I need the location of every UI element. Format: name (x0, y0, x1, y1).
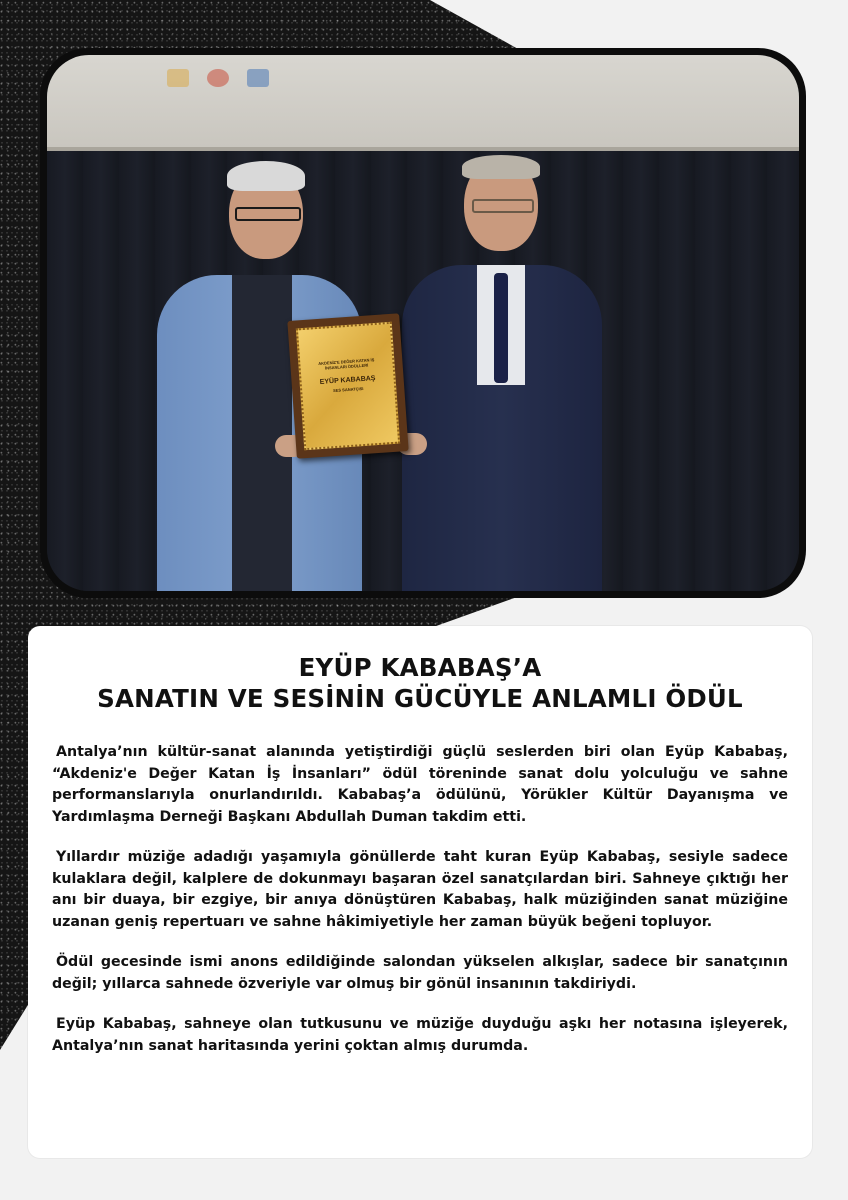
browser-icon (207, 69, 229, 87)
app-icon (247, 69, 269, 87)
paragraph: Antalya’nın kültür-sanat alanında yetiştirdiği güçlü seslerden biri olan Eyüp Kababaş, “Akdeniz'e Değer Katan İş İnsanları” ödül töreninde sanat dolu yolculuğu ve sahne performanslarıyla onurlandırıldı. Kababaş’a ödülünü, Yörükler Kültür Dayanışma ve Yardımlaşma Derneği Başkanı Abdullah Duman takdim etti. (52, 744, 788, 825)
hair-right (462, 155, 540, 179)
article-headline (28, 652, 812, 714)
glasses-left (235, 207, 301, 221)
person-right (392, 155, 612, 591)
plaque-title: AKDENİZ'E DEĞER KATAN İŞ İNSANLARI ÖDÜLLERİ (318, 357, 375, 371)
plaque-role: SES SANATÇISI (332, 385, 364, 394)
glasses-right (472, 199, 534, 213)
award-ceremony-photo (47, 55, 799, 591)
plaque-gold-face (296, 322, 400, 450)
necktie (494, 273, 508, 383)
paragraph: Ödül gecesinde ismi anons edildiğinde salondan yükselen alkışlar, sadece bir sanatçının değil; yıllarca sahnede özveriyle var olmuş bir gönül insanının takdiriydi. (52, 954, 788, 992)
award-plaque (287, 313, 408, 458)
headline-line-2: SANATIN VE SESİNİN GÜCÜYLE ANLAMLI ÖDÜL (97, 684, 743, 713)
plaque-name: EYÜP KABABAŞ (319, 375, 376, 386)
projector-screen (47, 55, 799, 151)
headline-line-1: EYÜP KABABAŞ’A (298, 653, 542, 682)
paragraph: Yıllardır müziğe adadığı yaşamıyla gönüllerde taht kuran Eyüp Kababaş, sesiyle sadece kulaklara değil, kalplere de dokunmayı başaran özel sanatçılardan biri. Sahneye çıktığı her anı bir duaya, bir ezgiye, bir anıya dönüştüren Kababaş, halk müziğinden sanat müziğine uzanan geniş repertuarı ve sahne hâkimiyetiyle her zaman büyük beğeni topluyor. (52, 849, 788, 930)
hair-left (227, 161, 305, 191)
award-photo-frame (40, 48, 806, 598)
article-body (52, 742, 788, 1076)
paragraph: Eyüp Kababaş, sahneye olan tutkusunu ve müziğe duyduğu aşkı her notasına işleyerek, Antalya’nın sanat haritasında yerini çoktan almış durumda. (52, 1016, 788, 1054)
dark-shirt (232, 275, 292, 591)
desktop-icon (167, 69, 189, 87)
article-card (28, 626, 812, 1158)
